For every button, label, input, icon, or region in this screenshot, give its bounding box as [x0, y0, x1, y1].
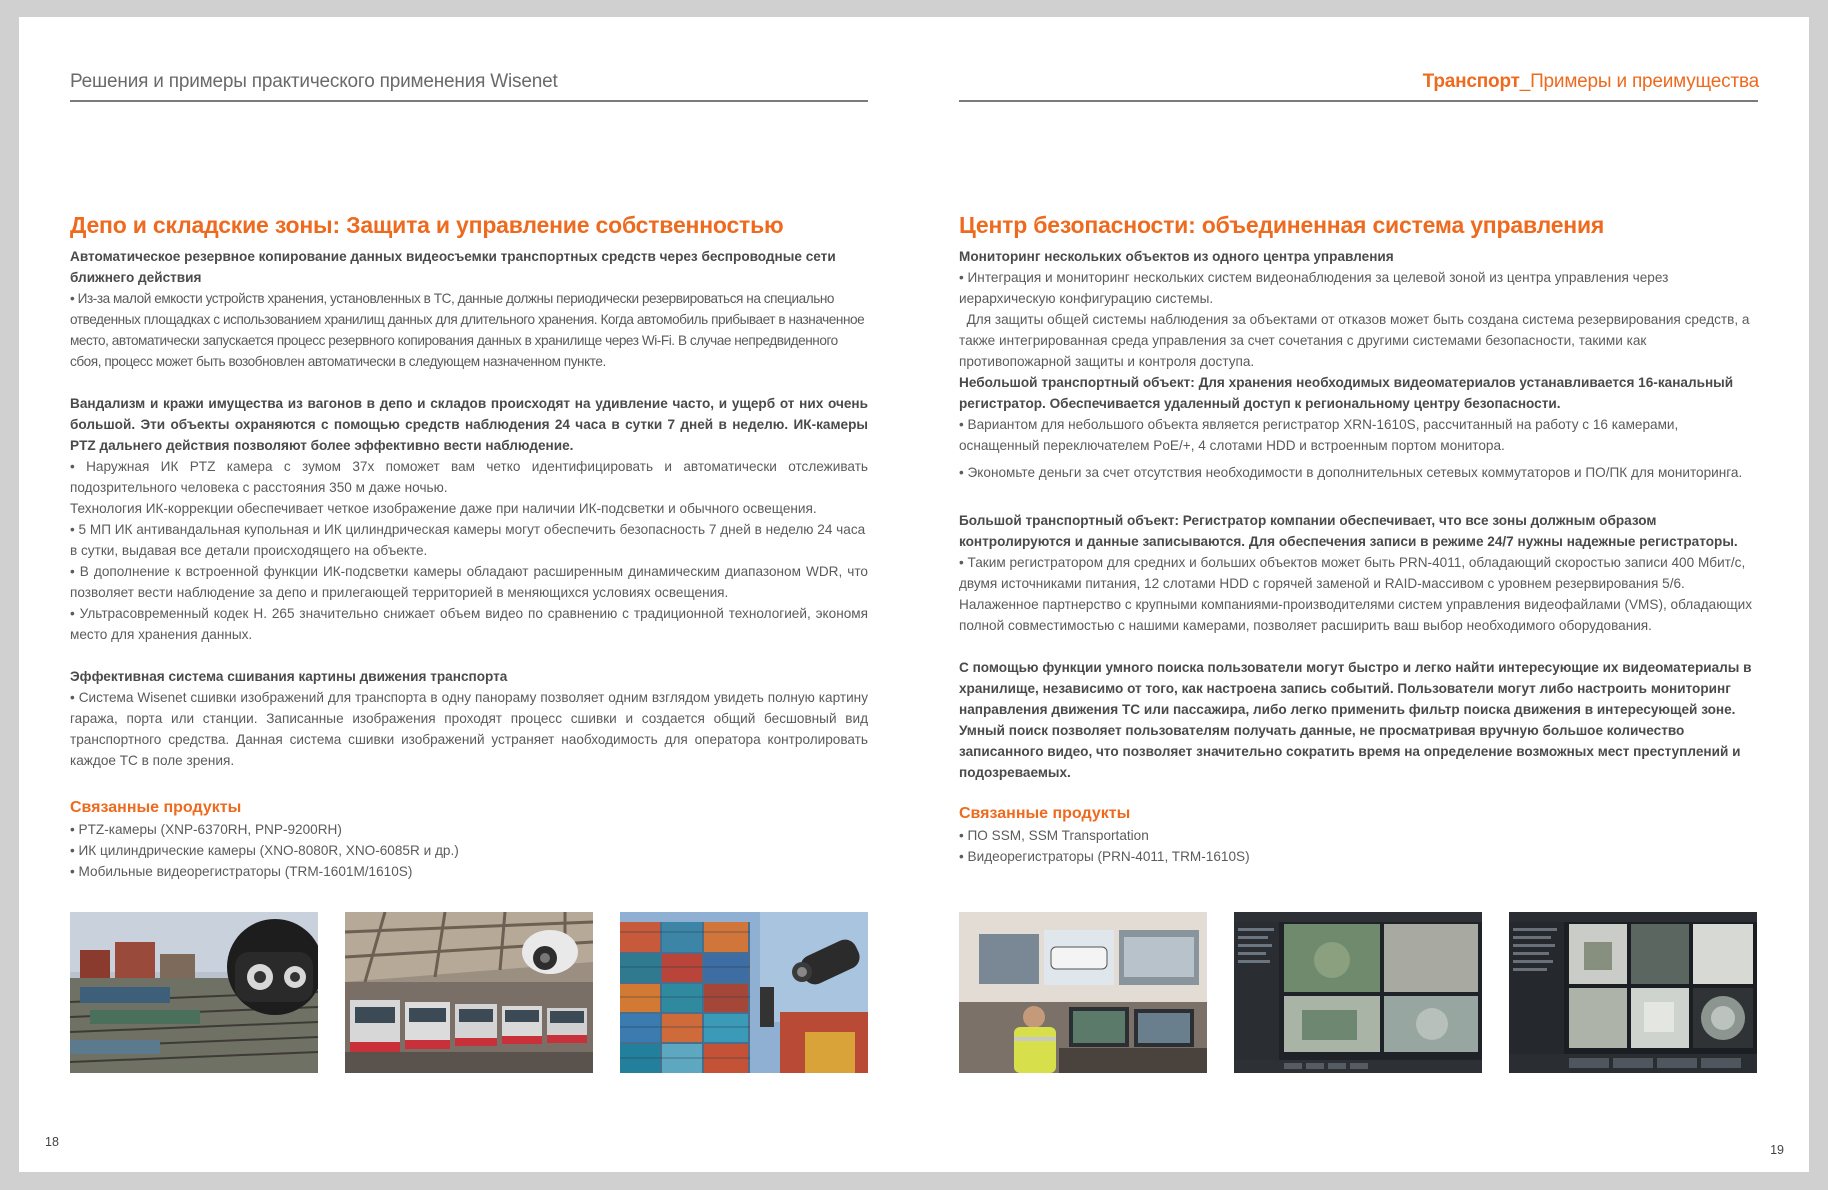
- depot-ptz-camera-photo: [70, 912, 318, 1073]
- smart-search-ui-photo: [1509, 912, 1757, 1073]
- paragraph: • Вариантом для небольшого объекта является регистратор XRN-1610S, рассчитанный на работу с 16 камерами, оснащенный переключателем PoE/+, 4 слотами HDD и встроенным портом монитора.: [959, 417, 1679, 453]
- right-content: [959, 210, 1758, 783]
- paragraph: • Из-за малой емкости устройств хранения, установленных в ТС, данные должны периодически резервироваться на специально отведенных площадках с использованием хранилищ данных для длительного хранения. Когда автомобиль прибывает в назначенное место, автоматически запускается процесс резервного копирования данных в хранилище через Wi-Fi. В случае непредвиденного сбоя, процесс может быть возобновлен автоматически в следующем назначенном пункте.: [70, 291, 865, 369]
- section-title: Депо и складские зоны: Защита и управление собственностью: [70, 212, 784, 238]
- subheading: Вандализм и кражи имущества из вагонов в депо и складов происходят на удивление часто, и ущерб от них очень большой. Эти объекты охраняются с помощью средств наблюдения 24 часа в сутки 7 дней в неделю. ИК-камеры PTZ дальнего действия позволяют более эффективно вести наблюдение.: [70, 396, 868, 453]
- paragraph: Для защиты общей системы наблюдения за объектами от отказов может быть создана система резервирования средств, а также интегрированная среда управления за счет сочетания с другими системами безопасности, такими как противопожарной защиты и контроля доступа.: [959, 312, 1754, 369]
- subheading: Эффективная система сшивания картины движения транспорта: [70, 669, 508, 684]
- running-head: [1423, 71, 1759, 93]
- bus-depot-camera-photo: [345, 912, 593, 1073]
- related-product-item: • Мобильные видеорегистраторы (TRM-1601M/1610S): [70, 864, 413, 879]
- paragraph: • 5 МП ИК антивандальная купольная и ИК цилиндрическая камеры могут обеспечить безопасность 7 дней в неделю 24 часа в сутки, выдавая все детали происходящего на объекте.: [70, 522, 866, 558]
- paragraph: • Ультрасовременный кодек H. 265 значительно снижает объем видео по сравнению с традиционной технологией, экономя место для хранения данных.: [70, 606, 868, 642]
- section-title: Центр безопасности: объединенная система управления: [959, 212, 1605, 238]
- related-products-title: Связанные продукты: [959, 805, 1131, 822]
- subheading: Большой транспортный объект: Регистратор компании обеспечивает, что все зоны должным образом контролируются и данные записываются. Для обеспечения записи в режиме 24/7 нужны надежные регистраторы.: [959, 513, 1738, 549]
- header-rule: [959, 100, 1758, 102]
- running-head: Решения и примеры практического применения Wisenet: [70, 71, 558, 92]
- related-product-item: • PTZ-камеры (XNP-6370RH, PNP-9200RH): [70, 822, 342, 837]
- related-product-item: • Видеорегистраторы (PRN-4011, TRM-1610S): [959, 849, 1250, 864]
- left-page: [19, 17, 914, 1172]
- related-products: [70, 797, 459, 882]
- subheading: С помощью функции умного поиска пользователи могут быстро и легко найти интересующие их видеоматериалы в хранилище, независимо от того, как настроена запись событий. Пользователи могут либо настроить мониторинг направления движения ТС или пассажира, либо легко применить фильтр поиска движения в интересующей зоне. Умный поиск позволяет пользователям получать данные, не просматривая вручную большое количество записанного видео, что позволяет значительно сократить время на определение возможных мест преступлений и подозреваемых.: [959, 660, 1752, 780]
- header-rule: [70, 100, 868, 102]
- related-product-item: • ПО SSM, SSM Transportation: [959, 828, 1149, 843]
- related-product-item: • ИК цилиндрические камеры (XNO-8080R, XNO-6085R и др.): [70, 843, 459, 858]
- paragraph: • В дополнение к встроенной функции ИК-подсветки камеры обладают расширенным динамическим диапазоном WDR, что позволяет вести наблюдение за депо и прилегающей территорией в меняющихся условиях освещения.: [70, 564, 868, 600]
- paragraph: • Экономьте деньги за счет отсутствия необходимости в дополнительных сетевых коммутаторов и ПО/ПК для мониторинга.: [959, 465, 1743, 480]
- brochure-spread: [19, 17, 1809, 1172]
- subheading: Мониторинг нескольких объектов из одного центра управления: [959, 249, 1394, 264]
- subheading: Небольшой транспортный объект: Для хранения необходимых видеоматериалов устанавливается 16-канальный регистратор. Обеспечивается удаленный доступ к региональному центру безопасности.: [959, 375, 1734, 411]
- vms-dashboard-photo: [1234, 912, 1482, 1073]
- related-products-title: Связанные продукты: [70, 799, 242, 816]
- paragraph: • Интеграция и мониторинг нескольких систем видеонаблюдения за целевой зоной из центра управления через иерархическую конфигурацию системы.: [959, 270, 1669, 306]
- container-yard-camera-photo: [620, 912, 868, 1073]
- page-number: 18: [45, 1135, 59, 1149]
- running-head-section: Транспорт: [1422, 71, 1520, 92]
- paragraph: • Таким регистратором для средних и больших объектов может быть PRN-4011, обладающий скоростью записи 400 Мбит/с, двумя источниками питания, 12 слотами HDD с горячей заменой и RAID-массивом с уровнем резервирования 5/6. Налаженное партнерство с крупными компаниями-производителями систем управления видеофайлами (VMS), обладающих полной совместимостью с нашими камерами, позволяет расширить ваш выбор необходимого оборудования.: [959, 555, 1753, 633]
- paragraph: Технология ИК-коррекции обеспечивает четкое изображение даже при наличии ИК-подсветки и обычного освещения.: [70, 501, 817, 516]
- paragraph: • Система Wisenet сшивки изображений для транспорта в одну панораму позволяет одним взглядом увидеть полную картину гаража, порта или станции. Записанные изображения проходят процесс сшивки и создается общий бесшовный вид транспортного средства. Данная система сшивки изображений устраняет наобходимость для оператора контролировать каждое ТС в поле зрения.: [70, 690, 868, 768]
- right-page: [914, 17, 1809, 1172]
- left-content: [70, 210, 868, 771]
- paragraph: • Наружная ИК PTZ камера с зумом 37x поможет вам четко идентифицировать и автоматически отслеживать подозрительного человека с расстояния 350 м даже ночью.: [70, 459, 868, 495]
- page-number: 19: [1770, 1143, 1784, 1157]
- subheading: Автоматическое резервное копирование данных видеосъемки транспортных средств через беспроводные сети ближнего действия: [70, 249, 836, 285]
- control-room-photo: [959, 912, 1207, 1073]
- running-head-subtitle: _Примеры и преимущества: [1519, 71, 1759, 92]
- related-products: [959, 803, 1250, 867]
